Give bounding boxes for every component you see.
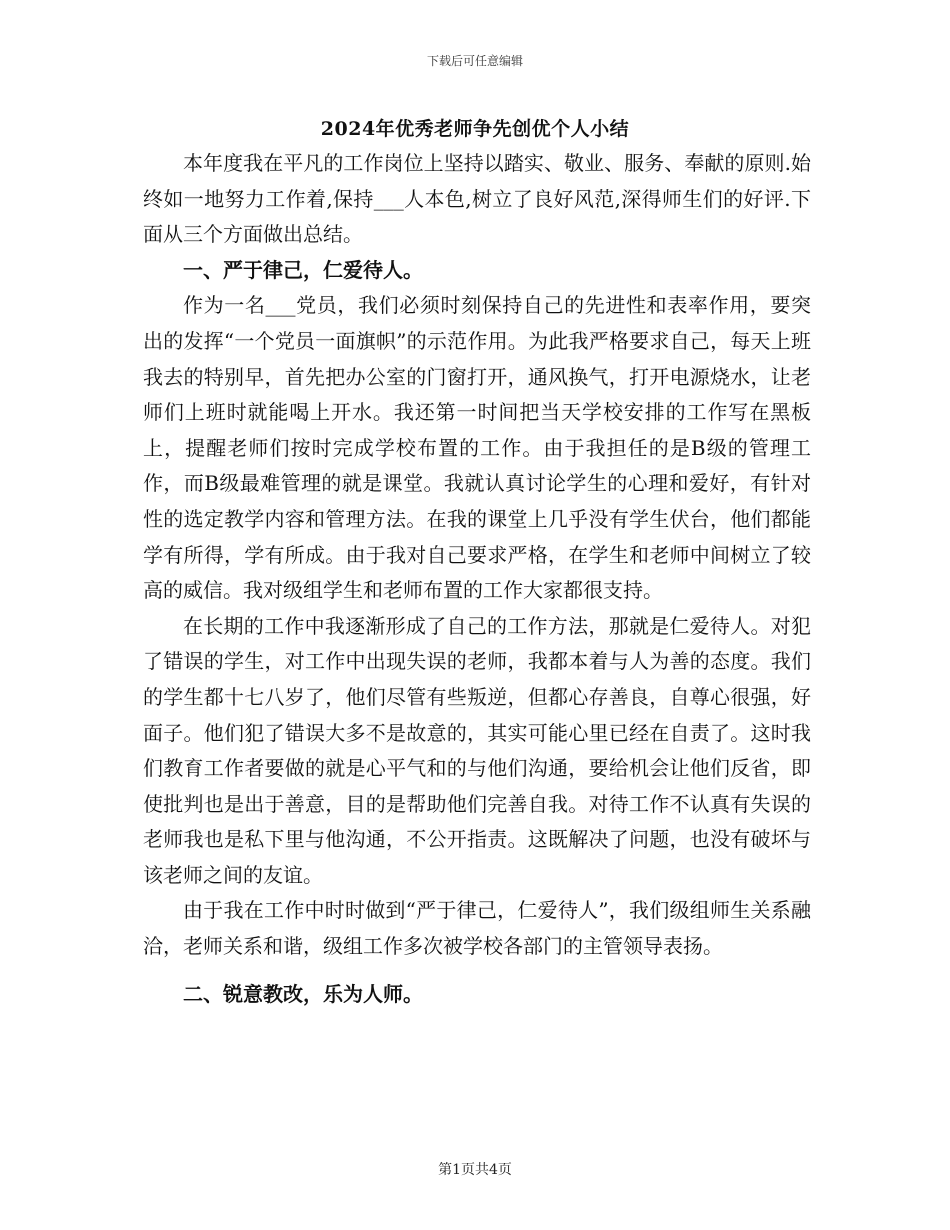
document-title: 2024年优秀老师争先创优个人小结 bbox=[320, 118, 630, 140]
section-2-heading: 二、锐意教改，乐为人师。 bbox=[183, 981, 423, 1006]
intro-paragraph: 本年度我在平凡的工作岗位上坚持以踏实、敬业、服务、奉献的原则.始终如一地努力工作着,保持___人本色,树立了良好风范,深得师生们的好评.下面从三个方面做出总结。 bbox=[143, 151, 811, 247]
section-1-paragraph-3: 由于我在工作中时时做到“严于律己，仁爱待人”，我们级组师生关系融洽，老师关系和谐，级组工作多次被学校各部门的主管领导表扬。 bbox=[143, 898, 811, 959]
section-1-paragraph-1: 作为一名___党员，我们必须时刻保持自己的先进性和表率作用，要突出的发挥“一个党员一面旗帜”的示范作用。为此我严格要求自己，每天上班我去的特别早，首先把办公室的门窗打开，通风换气，打开电源烧水，让老师们上班时就能喝上开水。我还第一时间把当天学校安排的工作写在黑板上，提醒老师们按时完成学校布置的工作。由于我担任的是B级的管理工作，而B级最难管理的就是课堂。我就认真讨论学生的心理和爱好，有针对性的选定教学内容和管理方法。在我的课堂上几乎没有学生伏台，他们都能学有所得，学有所成。由于我对自己要求严格，在学生和老师中间树立了较高的威信。我对级组学生和老师布置的工作大家都很支持。 bbox=[143, 293, 811, 603]
page-footer-page-number: 第1页共4页 bbox=[438, 1162, 512, 1178]
document-body bbox=[143, 146, 811, 1012]
page-header-note: 下载后可任意编辑 bbox=[426, 54, 523, 68]
section-1-heading: 一、严于律己，仁爱待人。 bbox=[183, 257, 423, 282]
section-1-paragraph-2: 在长期的工作中我逐渐形成了自己的工作方法，那就是仁爱待人。对犯了错误的学生，对工作中出现失误的老师，我都本着与人为善的态度。我们的学生都十七八岁了，他们尽管有些叛逆，但都心存善良，自尊心很强，好面子。他们犯了错误大多不是故意的，其实可能心里已经在自责了。这时我们教育工作者要做的就是心平气和的与他们沟通，要给机会让他们反省，即使批判也是出于善意，目的是帮助他们完善自我。对待工作不认真有失误的老师我也是私下里与他沟通，不公开指责。这既解决了问题，也没有破坏与该老师之间的友谊。 bbox=[143, 613, 811, 887]
